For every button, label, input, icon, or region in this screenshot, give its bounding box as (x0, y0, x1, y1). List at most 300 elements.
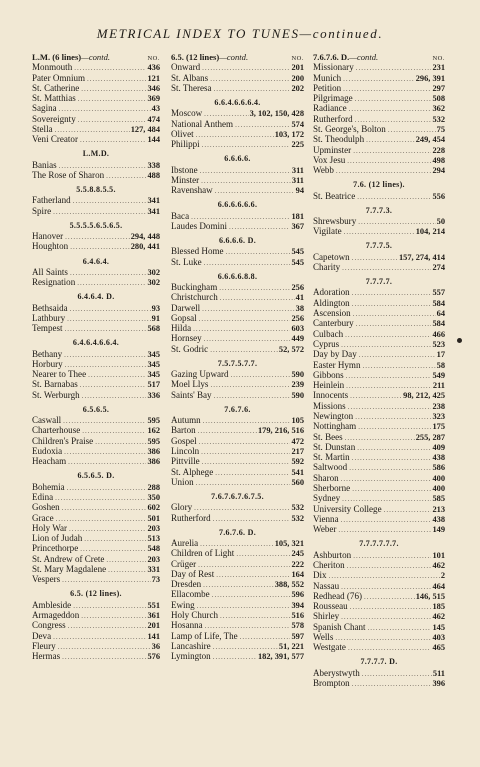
dot-leader (235, 120, 290, 129)
tune-name: Hornsey (171, 333, 202, 344)
dot-leader (106, 555, 146, 564)
hymn-number: 203 (147, 554, 160, 564)
hymn-number: 2 (440, 571, 445, 581)
tune-name: Wells (313, 632, 334, 643)
hymn-number: 104, 214 (415, 227, 445, 237)
tune-entry (313, 411, 445, 421)
hymn-number: 94 (295, 186, 304, 196)
tune-entry (313, 318, 445, 328)
tune-name: Fatherland (32, 195, 71, 206)
tune-entry (313, 103, 445, 113)
tune-name: Moel Llys (171, 379, 209, 390)
dot-leader (352, 299, 432, 308)
tune-entry (313, 570, 445, 580)
tune-name: Adoration (313, 287, 350, 298)
dot-leader (205, 621, 291, 630)
tune-entry (313, 493, 445, 503)
dot-leader (364, 592, 415, 601)
dot-leader (341, 340, 431, 349)
hymn-number: 103, 172 (274, 129, 304, 139)
hymn-number: 345 (147, 349, 160, 359)
hymn-number: 508 (432, 94, 445, 104)
tune-entry (32, 277, 160, 287)
dot-leader (199, 314, 291, 323)
dot-leader (202, 63, 290, 72)
tune-entry (32, 492, 160, 502)
dot-leader (341, 515, 432, 524)
tune-entry (32, 482, 160, 492)
tune-entry (32, 195, 160, 205)
hymn-number: 568 (147, 324, 160, 334)
dot-leader (70, 242, 129, 251)
tune-entry (32, 415, 160, 425)
hymn-number: 302 (147, 278, 160, 288)
tune-name: Glory (171, 502, 193, 513)
dot-leader (355, 94, 432, 103)
tune-name: Bethsaida (32, 302, 68, 313)
dot-leader (352, 288, 432, 297)
hymn-number: 465 (432, 643, 445, 653)
tune-name: Upminster (313, 144, 352, 155)
tune-entry (171, 548, 304, 558)
tune-name: Cyprus (313, 338, 340, 349)
dot-leader (342, 494, 431, 503)
ink-spot-mark (457, 338, 462, 343)
tune-entry (313, 155, 445, 165)
dot-leader (68, 457, 146, 466)
hymn-number: 517 (147, 380, 160, 390)
hymn-number: 592 (291, 457, 304, 467)
tune-name: University College (313, 503, 382, 514)
dot-leader (344, 227, 415, 236)
continued-meter-label (313, 52, 379, 62)
tune-entry (313, 452, 445, 462)
dot-leader (366, 135, 415, 144)
hymn-number: 513 (147, 534, 160, 544)
tune-name: Innocents (313, 390, 349, 401)
tune-entry (32, 379, 160, 389)
hymn-number: 350 (147, 492, 160, 502)
tune-entry (171, 211, 304, 221)
tune-name: Baca (171, 210, 190, 221)
dot-leader (352, 679, 432, 688)
tune-entry (32, 134, 160, 144)
hymn-number: 91 (151, 313, 160, 323)
tune-entry (32, 651, 160, 661)
tune-name: Saltwood (313, 462, 348, 473)
hymn-number: 50 (436, 217, 445, 227)
dot-leader (353, 146, 431, 155)
hymn-number: 403 (432, 633, 445, 643)
dot-leader (65, 324, 147, 333)
hymn-number: 557 (432, 288, 445, 298)
dot-leader (55, 125, 130, 134)
dot-leader (87, 74, 146, 83)
hymn-number: 541 (291, 467, 304, 477)
dot-leader (214, 84, 291, 93)
dot-leader (203, 580, 274, 589)
tune-entry (313, 339, 445, 349)
tune-name: Rousseau (313, 601, 348, 612)
hymn-number: 175 (432, 422, 445, 432)
meter-heading: 6.5.6.5. (82, 404, 110, 414)
hymn-number: 386 (147, 446, 160, 456)
tune-name: Vox Jesu (313, 154, 346, 165)
dot-leader (220, 293, 295, 302)
tune-name: Day by Day (313, 349, 357, 360)
tune-entry (32, 267, 160, 277)
tune-entry (313, 642, 445, 652)
tune-entry (313, 287, 445, 297)
tune-name: Shrewsbury (313, 216, 357, 227)
dot-leader (352, 253, 398, 262)
hymn-number: 590 (291, 370, 304, 380)
tune-name: Buckingham (171, 281, 218, 292)
dot-leader (220, 611, 290, 620)
dot-leader (198, 426, 257, 435)
dot-leader (196, 478, 291, 487)
hymn-number: 574 (291, 119, 304, 129)
dot-leader (341, 474, 432, 483)
hymn-number: 362 (432, 104, 445, 114)
hymn-number: 255, 287 (415, 432, 445, 442)
dot-leader (388, 125, 436, 134)
meter-heading: 6.6.6.6. D. (218, 235, 257, 245)
hymn-number: 294 (432, 166, 445, 176)
hymn-number: 222 (291, 559, 304, 569)
meter-name: 6.5. (12 lines) (171, 52, 220, 62)
tune-entry (171, 538, 304, 548)
hymn-number: 394 (291, 600, 304, 610)
dot-leader (348, 402, 432, 411)
index-column-3 (313, 52, 445, 688)
tune-entry (32, 600, 160, 610)
dot-leader (213, 652, 257, 661)
hymn-number: 474 (147, 114, 160, 124)
hymn-number: 400 (432, 484, 445, 494)
dot-leader (215, 186, 295, 195)
hymn-number: 532 (291, 503, 304, 513)
tune-entry (171, 446, 304, 456)
tune-name: Aurelia (171, 537, 199, 548)
tune-name: Gibbons (313, 369, 344, 380)
dot-leader (201, 447, 290, 456)
hymn-number: 239 (291, 380, 304, 390)
hymn-number: 238 (432, 401, 445, 411)
hymn-number: 296, 391 (415, 73, 445, 83)
continued-meter-label (32, 52, 111, 62)
tune-name: Charity (313, 262, 341, 273)
tune-entry (32, 610, 160, 620)
hymn-number: 511 (432, 668, 445, 678)
tune-name: Vespers (32, 574, 61, 585)
tune-name: Gopsal (171, 312, 197, 323)
tune-name: Ravenshaw (171, 185, 213, 196)
dot-leader (216, 570, 290, 579)
tune-entry (313, 349, 445, 359)
tune-entry (32, 73, 160, 83)
dot-leader (73, 196, 147, 205)
hymn-number: 345 (147, 359, 160, 369)
tune-name: Dresden (171, 579, 202, 590)
tune-name: Philippi (171, 139, 200, 150)
tune-entry (32, 456, 160, 466)
tune-name: Hermas (32, 651, 61, 662)
dot-leader (358, 422, 431, 431)
dot-leader (194, 503, 290, 512)
tune-entry (313, 216, 445, 226)
index-column-1 (32, 52, 160, 662)
tune-entry (171, 456, 304, 466)
tune-entry (171, 559, 304, 569)
dot-leader (62, 503, 147, 512)
meter-heading: 7.6.7.6.7.6.7.5. (211, 491, 264, 501)
hymn-number: 231 (432, 63, 445, 73)
tune-name: Redhead (76) (313, 590, 362, 601)
tune-name: Heacham (32, 456, 67, 467)
dot-leader (59, 104, 151, 113)
dot-leader (191, 212, 290, 221)
meter-heading: 6.4.6.4.6.6.4. (72, 338, 120, 348)
tune-entry (171, 477, 304, 487)
tune-entry (171, 257, 304, 267)
hymn-number: 603 (291, 324, 304, 334)
hymn-number: 556 (432, 191, 445, 201)
tune-name: Blessed Home (171, 246, 224, 257)
tune-name: Culbach (313, 328, 344, 339)
hymn-number: 43 (151, 104, 160, 114)
dot-leader (347, 156, 431, 165)
tune-name: St. Godric (171, 343, 209, 354)
tune-entry (32, 313, 160, 323)
hymn-number: 185 (432, 602, 445, 612)
tune-name: Missionary (313, 62, 354, 73)
dot-leader (70, 268, 146, 277)
tune-name: Darwell (171, 302, 201, 313)
tune-name: Webb (313, 165, 334, 176)
dot-leader (62, 652, 146, 661)
meter-heading: 6.5. (12 lines). (70, 589, 122, 599)
index-column-2 (171, 52, 304, 662)
hymn-number: 36 (151, 641, 160, 651)
tune-entry (313, 124, 445, 134)
tune-name: St. Werburgh (32, 389, 80, 400)
tune-name: Bohemia (32, 481, 65, 492)
tune-entry (313, 632, 445, 642)
tune-name: Congress (32, 620, 66, 631)
dot-leader (82, 426, 146, 435)
tune-entry (171, 467, 304, 477)
tune-name: Goshen (32, 502, 60, 513)
dot-leader (106, 171, 146, 180)
hymn-number: 38 (295, 303, 304, 313)
hymn-number: 560 (291, 477, 304, 487)
hymn-number: 211 (432, 381, 445, 391)
meter-heading: 7.7.7.7. (365, 277, 393, 287)
hymn-number: 438 (432, 514, 445, 524)
tune-entry (313, 462, 445, 472)
tune-name: Horbury (32, 358, 63, 369)
tune-entry (313, 191, 445, 201)
hymn-number: 386 (147, 457, 160, 467)
dot-leader (362, 669, 432, 678)
tune-name: Pater Omnium (32, 72, 86, 83)
hymn-number: 532 (432, 114, 445, 124)
hymn-number: 51, 221 (278, 641, 304, 651)
dot-leader (356, 63, 432, 72)
hymn-number: 164 (291, 569, 304, 579)
dot-leader (67, 483, 147, 492)
tune-entry (313, 678, 445, 688)
hymn-number: 590 (291, 390, 304, 400)
tune-entry (32, 349, 160, 359)
tune-name: Ambleside (32, 599, 72, 610)
meter-heading: 6.6.6.6. (224, 154, 251, 164)
tune-name: Missions (313, 400, 346, 411)
tune-name: Monmouth (32, 62, 73, 73)
dot-leader (350, 602, 432, 611)
dot-leader (200, 539, 274, 548)
dot-leader (204, 109, 248, 118)
hymn-number: 75 (436, 125, 445, 135)
dot-leader (198, 560, 290, 569)
tune-entry (32, 359, 160, 369)
hymn-number: 388, 552 (274, 580, 304, 590)
dot-leader (368, 623, 432, 632)
tune-name: National Anthem (171, 118, 234, 129)
dot-leader (213, 642, 278, 651)
tune-entry (313, 668, 445, 678)
tune-entry (313, 73, 445, 83)
hymn-number: 213 (432, 504, 445, 514)
dot-leader (343, 84, 431, 93)
tune-name: St. Bees (313, 431, 343, 442)
dot-leader (215, 468, 290, 477)
meter-name: 7.6.7.6. D. (313, 52, 350, 62)
dot-leader (240, 632, 291, 641)
hymn-number: 584 (432, 298, 445, 308)
tune-name: Pittville (171, 456, 200, 467)
tune-name: Grace (32, 512, 54, 523)
tune-entry (313, 93, 445, 103)
tune-entry (32, 543, 160, 553)
tune-entry (32, 103, 160, 113)
hymn-number: 203 (147, 523, 160, 533)
dot-leader (58, 642, 151, 651)
dot-leader (95, 437, 146, 446)
dot-leader (338, 525, 431, 534)
dot-leader (358, 217, 435, 226)
tune-name: Day of Rest (171, 568, 215, 579)
tune-entry (171, 610, 304, 620)
hymn-number: 245 (291, 549, 304, 559)
dot-leader (345, 330, 431, 339)
meter-heading: 7.7.7.7. D. (360, 657, 398, 667)
tune-entry (32, 390, 160, 400)
tune-name: St. George's, Bolton (313, 124, 386, 135)
tune-name: Ashburton (313, 549, 352, 560)
tune-entry (171, 425, 304, 435)
dot-leader (73, 601, 146, 610)
dot-leader (355, 412, 431, 421)
dot-leader (203, 416, 291, 425)
dot-leader (81, 84, 146, 93)
hymn-number: 145 (432, 622, 445, 632)
hymn-number: 127, 484 (130, 125, 160, 135)
dot-leader (70, 304, 151, 313)
dot-leader (196, 130, 274, 139)
tune-entry (171, 246, 304, 256)
hymn-number: 596 (291, 590, 304, 600)
tune-name: Petition (313, 82, 342, 93)
tune-name: St. Matthias (32, 93, 76, 104)
dot-leader (213, 514, 291, 523)
tune-name: Eudoxia (32, 445, 63, 456)
hymn-number: 436 (147, 63, 160, 73)
hymn-number: 52, 572 (278, 344, 304, 354)
dot-leader (352, 484, 431, 493)
number-column-heading: NO. (147, 55, 160, 62)
tune-entry (171, 175, 304, 185)
dot-leader (82, 391, 147, 400)
tune-entry (32, 502, 160, 512)
dot-leader (88, 370, 146, 379)
dot-leader (352, 453, 432, 462)
tune-name: Munich (313, 72, 342, 83)
tune-name: Canterbury (313, 318, 354, 329)
tune-name: St. Mary Magdalene (32, 564, 107, 575)
tune-entry (32, 425, 160, 435)
tune-name: Cheriton (313, 559, 345, 570)
tune-entry (32, 62, 160, 72)
tune-entry (313, 114, 445, 124)
tune-entry (32, 641, 160, 651)
dot-leader (346, 381, 432, 390)
tune-name: Children of Light (171, 548, 235, 559)
hymn-number: 576 (147, 652, 160, 662)
tune-name: Vigilate (313, 226, 342, 237)
hymn-number: 595 (147, 436, 160, 446)
tune-name: Lancashire (171, 640, 211, 651)
hymn-number: 367 (291, 221, 304, 231)
dot-leader (384, 505, 432, 514)
dot-leader (64, 350, 146, 359)
tune-entry (171, 139, 304, 149)
hymn-number: 201 (291, 63, 304, 73)
hymn-number: 532 (291, 513, 304, 523)
tune-name: Gospel (171, 435, 197, 446)
tune-name: Christchurch (171, 292, 218, 303)
meter-heading: 6.6.6.6.8.8. (217, 271, 258, 281)
tune-entry (313, 165, 445, 175)
dot-leader (349, 463, 431, 472)
dot-leader (56, 514, 147, 523)
hymn-number: 288 (147, 482, 160, 492)
tune-name: Laudes Domini (171, 220, 228, 231)
dot-leader (53, 207, 146, 216)
hymn-number: 586 (432, 463, 445, 473)
tune-name: St. Catherine (32, 82, 80, 93)
hymn-number: 396 (432, 679, 445, 688)
tune-name: Barton (171, 425, 196, 436)
tune-name: Hilda (171, 323, 192, 334)
hymn-number: 201 (147, 621, 160, 631)
hymn-number: 249, 454 (415, 135, 445, 145)
tune-entry (313, 308, 445, 318)
hymn-number: 93 (151, 303, 160, 313)
tune-name: Stella (32, 124, 53, 135)
dot-leader (210, 74, 290, 83)
